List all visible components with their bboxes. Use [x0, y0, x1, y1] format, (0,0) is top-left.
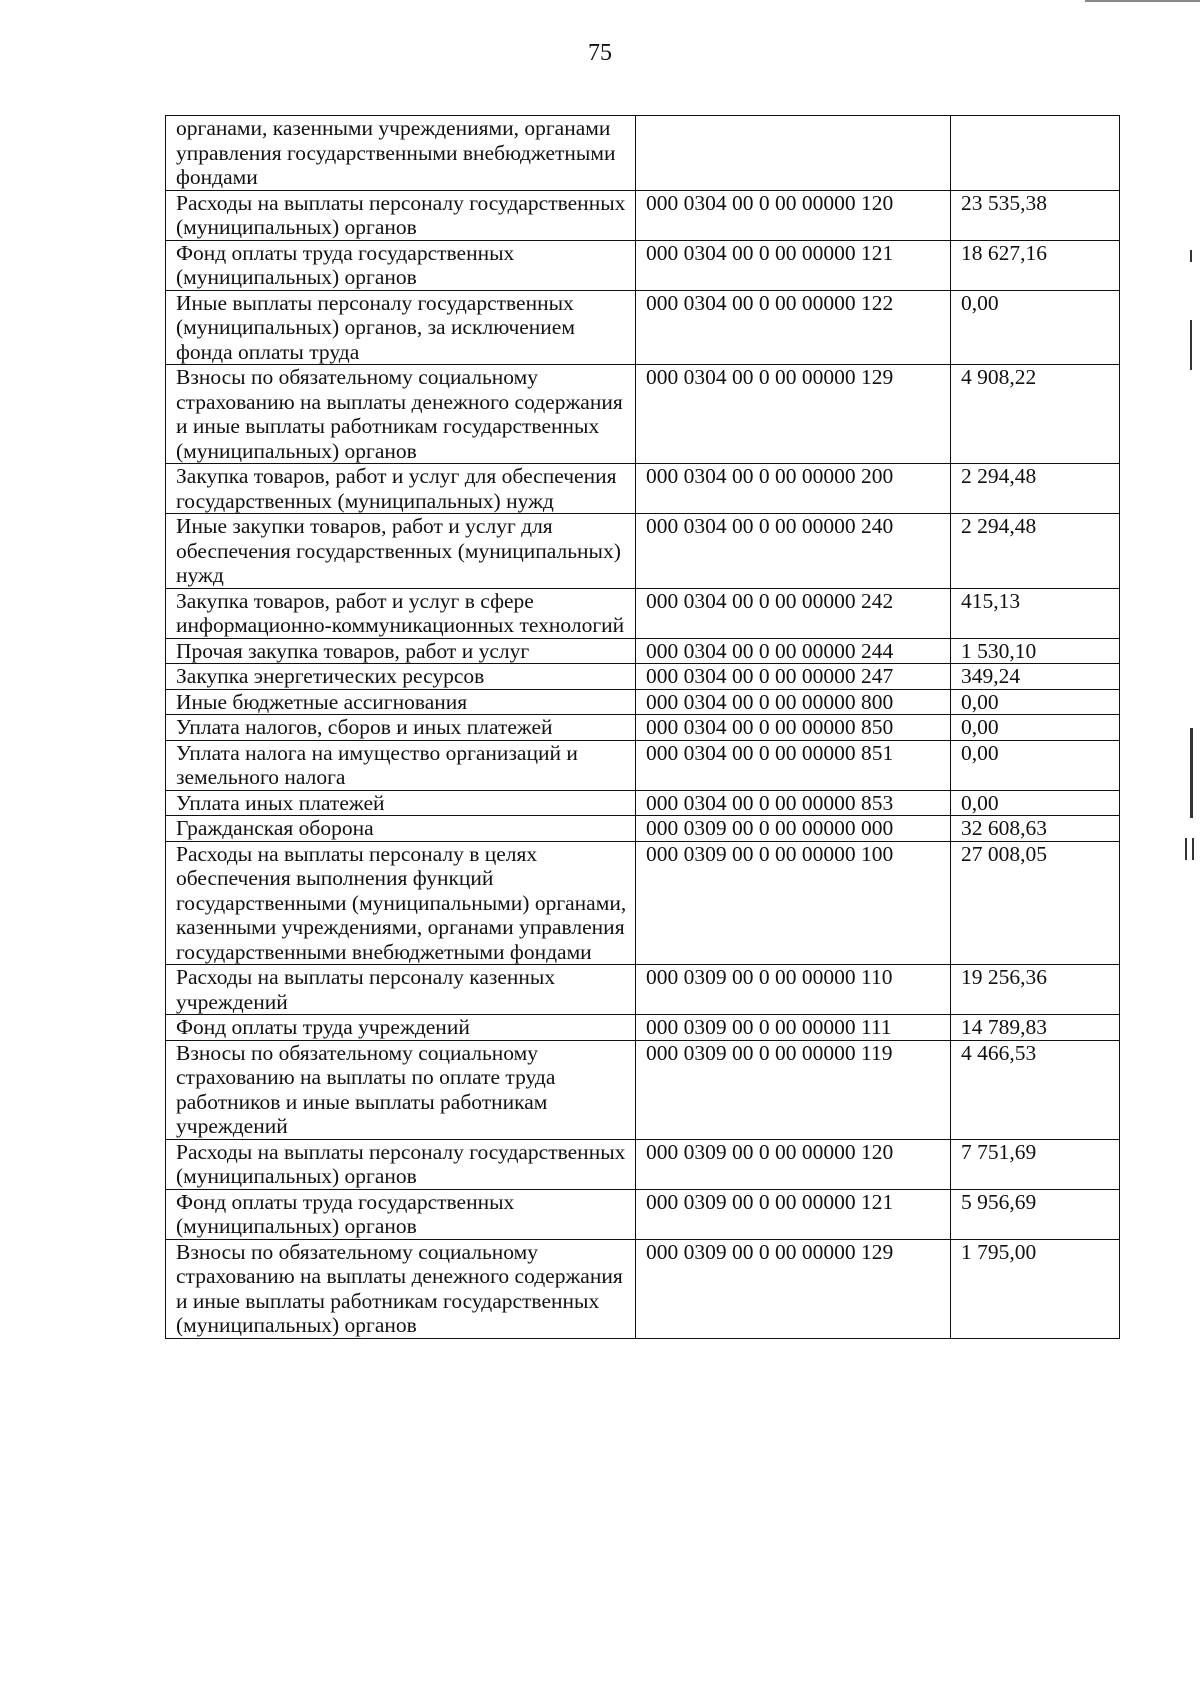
- row-code-cell: 000 0309 00 0 00 00000 121: [636, 1189, 951, 1239]
- table-row: [166, 365, 1120, 464]
- row-amount-cell: 0,00: [951, 740, 1120, 790]
- row-name-cell: Взносы по обязательному социальному страхованию на выплаты денежного содержания и иные выплаты работникам государственных (муниципальных) органов: [166, 1239, 636, 1338]
- row-name-cell: Фонд оплаты труда учреждений: [166, 1015, 636, 1041]
- row-amount-cell: 32 608,63: [951, 816, 1120, 842]
- table-row: [166, 1040, 1120, 1139]
- row-amount-cell: 2 294,48: [951, 464, 1120, 514]
- table-row: [166, 1189, 1120, 1239]
- row-code-cell: 000 0304 00 0 00 00000 247: [636, 664, 951, 690]
- scan-artifact-margin: [1185, 838, 1187, 860]
- table-row: [166, 290, 1120, 365]
- table-row: [166, 841, 1120, 965]
- row-name-cell: Фонд оплаты труда государственных (муниципальных) органов: [166, 240, 636, 290]
- row-code-cell: 000 0304 00 0 00 00000 800: [636, 689, 951, 715]
- row-amount-cell: 0,00: [951, 715, 1120, 741]
- row-name-cell: Расходы на выплаты персоналу казенных учреждений: [166, 965, 636, 1015]
- table-row: [166, 588, 1120, 638]
- row-name-cell: Иные бюджетные ассигнования: [166, 689, 636, 715]
- row-amount-cell: 7 751,69: [951, 1139, 1120, 1189]
- table-row: [166, 816, 1120, 842]
- row-name-cell: Прочая закупка товаров, работ и услуг: [166, 638, 636, 664]
- row-code-cell: 000 0309 00 0 00 00000 111: [636, 1015, 951, 1041]
- row-code-cell: 000 0304 00 0 00 00000 200: [636, 464, 951, 514]
- row-amount-cell: 14 789,83: [951, 1015, 1120, 1041]
- row-amount-cell: 0,00: [951, 790, 1120, 816]
- table-row: [166, 190, 1120, 240]
- row-amount-cell: 0,00: [951, 689, 1120, 715]
- row-amount-cell: 23 535,38: [951, 190, 1120, 240]
- row-code-cell: 000 0309 00 0 00 00000 110: [636, 965, 951, 1015]
- table-row: [166, 790, 1120, 816]
- budget-table: [165, 115, 1120, 1339]
- row-code-cell: 000 0309 00 0 00 00000 000: [636, 816, 951, 842]
- table-body: [166, 116, 1120, 1339]
- row-code-cell: 000 0304 00 0 00 00000 850: [636, 715, 951, 741]
- table-row: [166, 1239, 1120, 1338]
- row-name-cell: Иные выплаты персоналу государственных (муниципальных) органов, за исключением фонда оплаты труда: [166, 290, 636, 365]
- row-code-cell: 000 0309 00 0 00 00000 100: [636, 841, 951, 965]
- row-amount-cell: 0,00: [951, 290, 1120, 365]
- table-row: [166, 664, 1120, 690]
- row-name-cell: Уплата налогов, сборов и иных платежей: [166, 715, 636, 741]
- row-amount-cell: 27 008,05: [951, 841, 1120, 965]
- row-name-cell: Расходы на выплаты персоналу государственных (муниципальных) органов: [166, 190, 636, 240]
- row-name-cell: Фонд оплаты труда государственных (муниципальных) органов: [166, 1189, 636, 1239]
- scan-artifact-margin: [1190, 250, 1192, 262]
- row-amount-cell: 19 256,36: [951, 965, 1120, 1015]
- table-row: [166, 715, 1120, 741]
- row-name-cell: Взносы по обязательному социальному страхованию на выплаты по оплате труда работников и иные выплаты работникам учреждений: [166, 1040, 636, 1139]
- row-amount-cell: 4 908,22: [951, 365, 1120, 464]
- row-name-cell: Расходы на выплаты персоналу государственных (муниципальных) органов: [166, 1139, 636, 1189]
- table-row: [166, 1015, 1120, 1041]
- row-amount-cell: 5 956,69: [951, 1189, 1120, 1239]
- table-row: [166, 740, 1120, 790]
- scan-artifact-top: [1085, 0, 1200, 2]
- row-amount-cell: 349,24: [951, 664, 1120, 690]
- row-name-cell: Гражданская оборона: [166, 816, 636, 842]
- table-row: [166, 965, 1120, 1015]
- page-number: 75: [588, 40, 612, 66]
- row-name-cell: Уплата налога на имущество организаций и земельного налога: [166, 740, 636, 790]
- row-code-cell: 000 0304 00 0 00 00000 242: [636, 588, 951, 638]
- row-code-cell: 000 0304 00 0 00 00000 120: [636, 190, 951, 240]
- table-row: [166, 240, 1120, 290]
- row-code-cell: 000 0309 00 0 00 00000 129: [636, 1239, 951, 1338]
- row-code-cell: 000 0304 00 0 00 00000 853: [636, 790, 951, 816]
- row-code-cell: 000 0304 00 0 00 00000 240: [636, 514, 951, 589]
- row-code-cell: 000 0304 00 0 00 00000 129: [636, 365, 951, 464]
- row-code-cell: 000 0304 00 0 00 00000 122: [636, 290, 951, 365]
- row-name-cell: Закупка энергетических ресурсов: [166, 664, 636, 690]
- table-row: [166, 514, 1120, 589]
- row-name-cell: Закупка товаров, работ и услуг в сфере информационно-коммуникационных технологий: [166, 588, 636, 638]
- table-row: [166, 638, 1120, 664]
- row-name-cell: Взносы по обязательному социальному страхованию на выплаты денежного содержания и иные выплаты работникам государственных (муниципальных) органов: [166, 365, 636, 464]
- scan-artifact-margin: [1190, 320, 1192, 370]
- row-amount-cell: 4 466,53: [951, 1040, 1120, 1139]
- row-name-cell: Закупка товаров, работ и услуг для обеспечения государственных (муниципальных) нужд: [166, 464, 636, 514]
- row-code-cell: 000 0304 00 0 00 00000 121: [636, 240, 951, 290]
- row-amount-cell: 18 627,16: [951, 240, 1120, 290]
- row-amount-cell: 2 294,48: [951, 514, 1120, 589]
- scan-artifact-margin: [1190, 728, 1193, 818]
- row-name-cell: Уплата иных платежей: [166, 790, 636, 816]
- row-amount-cell: 1 795,00: [951, 1239, 1120, 1338]
- row-code-cell: 000 0309 00 0 00 00000 119: [636, 1040, 951, 1139]
- row-name-cell: Расходы на выплаты персоналу в целях обеспечения выполнения функций государственными (муниципальными) органами, казенными учреждениями, органами управления государственными внебюджетными фондами: [166, 841, 636, 965]
- row-name-cell: органами, казенными учреждениями, органами управления государственными внебюджетными фондами: [166, 116, 636, 191]
- row-amount-cell: 415,13: [951, 588, 1120, 638]
- table-row: [166, 116, 1120, 191]
- scan-artifact-margin: [1192, 838, 1194, 860]
- row-amount-cell: [951, 116, 1120, 191]
- table-row: [166, 464, 1120, 514]
- table-row: [166, 689, 1120, 715]
- row-code-cell: 000 0304 00 0 00 00000 244: [636, 638, 951, 664]
- table-row: [166, 1139, 1120, 1189]
- row-amount-cell: 1 530,10: [951, 638, 1120, 664]
- row-code-cell: 000 0309 00 0 00 00000 120: [636, 1139, 951, 1189]
- row-code-cell: 000 0304 00 0 00 00000 851: [636, 740, 951, 790]
- row-name-cell: Иные закупки товаров, работ и услуг для обеспечения государственных (муниципальных) нужд: [166, 514, 636, 589]
- row-code-cell: [636, 116, 951, 191]
